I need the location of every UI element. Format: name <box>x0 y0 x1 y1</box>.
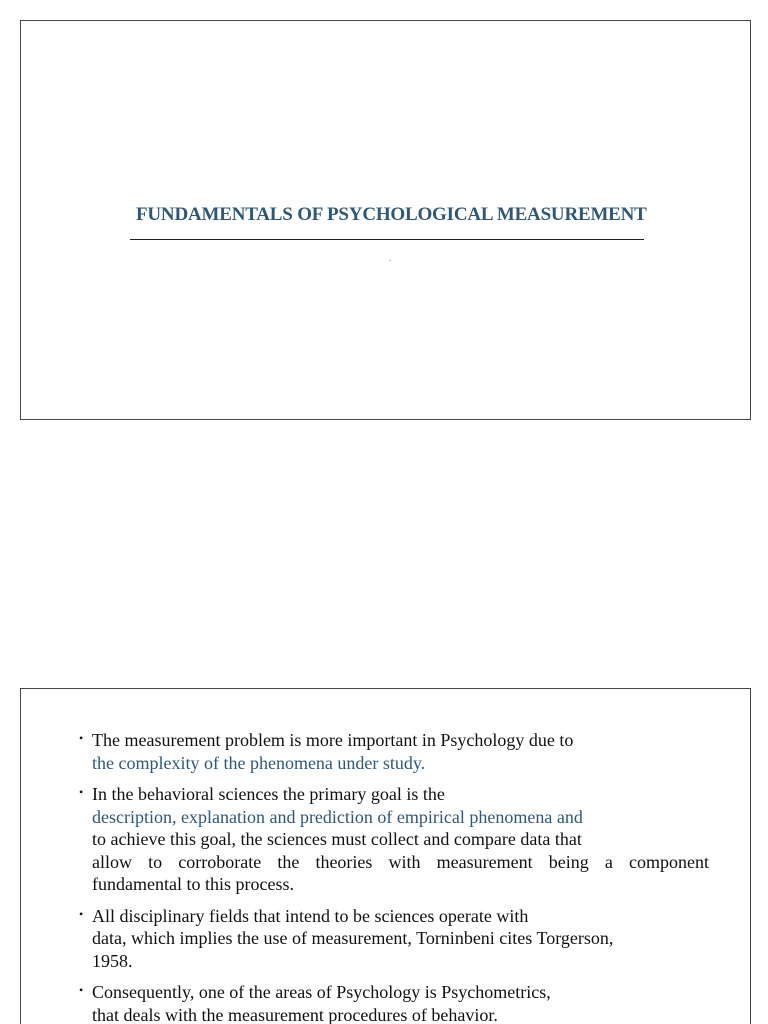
bullet-item <box>79 783 709 896</box>
bullet-list <box>79 729 709 1024</box>
bullet-item <box>79 905 709 973</box>
bullet-text-line: allow to corroborate the theories with measurement being a component <box>92 851 709 872</box>
bullet-text-line: In the behavioral sciences the primary goal is the <box>92 784 445 804</box>
bullet-text-line: Consequently, one of the areas of Psychology is Psychometrics, <box>92 982 551 1002</box>
subtitle-mark: . <box>389 254 391 263</box>
bullet-item <box>79 981 709 1024</box>
bullet-text-line: fundamental to this process. <box>92 874 294 894</box>
bullet-icon: • <box>79 983 84 997</box>
bullet-icon: • <box>79 785 84 799</box>
bullet-text-line: The measurement problem is more important in Psychology due to <box>92 730 574 750</box>
bullet-text-line: that deals with the measurement procedures of behavior. <box>92 1004 498 1024</box>
bullet-highlight-text: description, explanation and prediction of empirical phenomena and <box>92 806 583 827</box>
title-underline <box>130 239 644 240</box>
title-slide <box>20 20 751 420</box>
content-slide <box>20 688 751 1024</box>
bullet-highlight-text: the complexity of the phenomena under study. <box>92 752 426 773</box>
bullet-text-line: to achieve this goal, the sciences must collect and compare data that <box>92 829 582 849</box>
bullet-text-line: All disciplinary fields that intend to be sciences operate with <box>92 905 529 926</box>
bullet-item <box>79 729 709 774</box>
bullet-text-line: data, which implies the use of measurement, Torninbeni cites Torgerson, <box>92 928 614 948</box>
bullet-icon: • <box>79 731 84 745</box>
slide-title: FUNDAMENTALS OF PSYCHOLOGICAL MEASUREMENT <box>136 204 647 225</box>
bullet-icon: • <box>79 906 84 921</box>
bullet-text-line: 1958. <box>92 950 133 971</box>
